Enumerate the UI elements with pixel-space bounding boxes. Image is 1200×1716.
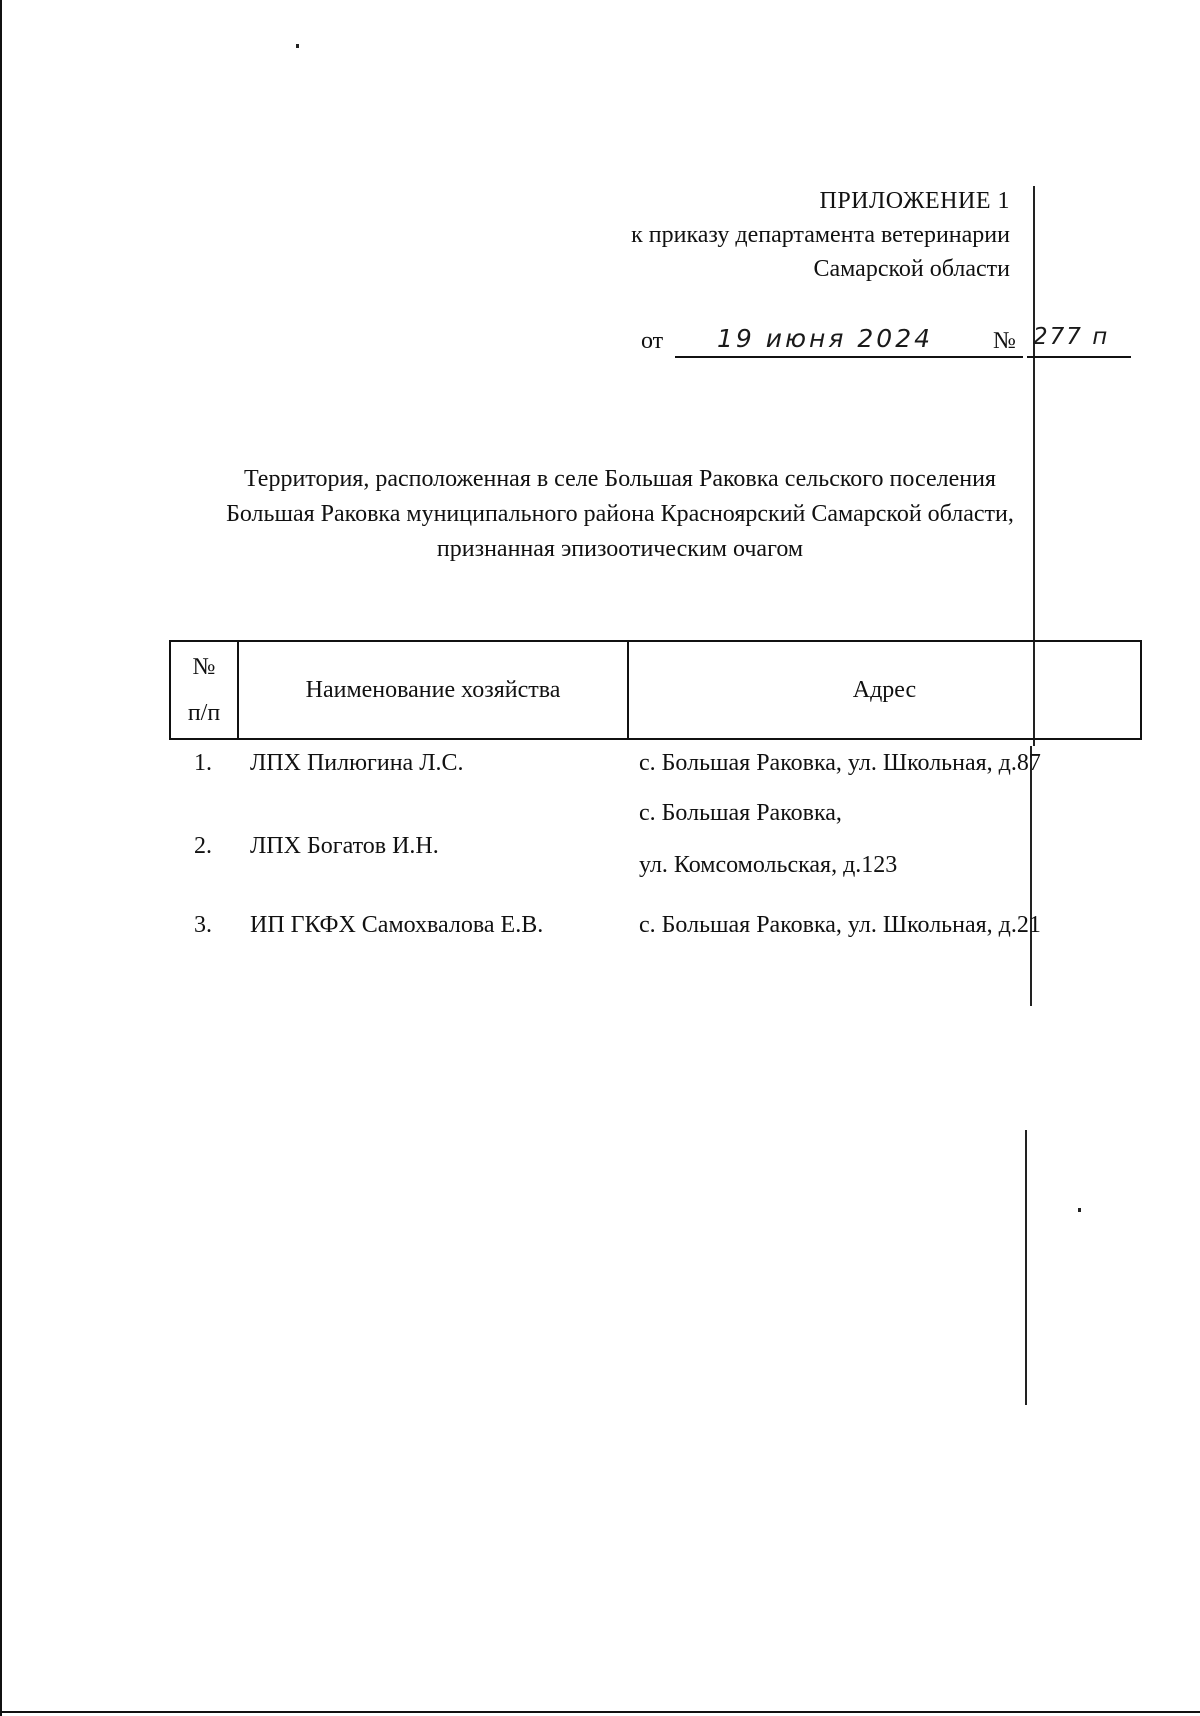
order-number-sign: № bbox=[993, 328, 1016, 354]
row-number: 2. bbox=[194, 833, 212, 859]
scan-artifact-line bbox=[1025, 1130, 1027, 1405]
appendix-block bbox=[631, 184, 1010, 286]
row-number: 1. bbox=[194, 750, 212, 776]
order-number-handwritten: 277 п bbox=[1033, 324, 1110, 350]
header-address: Адрес bbox=[852, 676, 917, 703]
scan-artifact-dot bbox=[1078, 1208, 1081, 1212]
document-title-line: признанная эпизоотическим очагом bbox=[436, 536, 804, 562]
appendix-line-region: Самарской области bbox=[813, 256, 1010, 282]
row-address: ул. Комсомольская, д.123 bbox=[639, 852, 898, 878]
appendix-title: ПРИЛОЖЕНИЕ 1 bbox=[819, 188, 1010, 214]
row-farm-name: ЛПХ Пилюгина Л.С. bbox=[250, 750, 464, 776]
header-number bbox=[171, 642, 239, 738]
order-date-handwritten: 19 июня 2024 bbox=[717, 324, 934, 353]
order-date-prefix: от bbox=[641, 328, 664, 354]
row-number: 3. bbox=[194, 912, 212, 938]
order-reference bbox=[641, 322, 1131, 362]
table-row bbox=[169, 800, 1142, 912]
document-title-line: Большая Раковка муниципального района Красноярский Самарской области, bbox=[226, 501, 1014, 527]
row-farm-name: ЛПХ Богатов И.Н. bbox=[250, 833, 439, 859]
order-number-field bbox=[1027, 322, 1131, 358]
table-row bbox=[169, 740, 1142, 800]
row-address: с. Большая Раковка, bbox=[639, 800, 842, 826]
document-title-line: Территория, расположенная в селе Большая Раковка сельского поселения bbox=[244, 466, 996, 492]
scan-edge-left bbox=[0, 0, 2, 1716]
table-header bbox=[169, 640, 1142, 740]
row-farm-name: ИП ГКФХ Самохвалова Е.В. bbox=[250, 912, 544, 938]
appendix-line-order: к приказу департамента ветеринарии bbox=[631, 222, 1010, 248]
header-farm-name: Наименование хозяйства bbox=[239, 642, 629, 738]
document-title bbox=[120, 462, 1120, 567]
scan-edge-bottom bbox=[0, 1711, 1200, 1713]
farms-table bbox=[169, 640, 1142, 972]
order-date-field bbox=[675, 322, 1023, 358]
row-address: с. Большая Раковка, ул. Школьная, д.21 bbox=[639, 912, 1041, 938]
header-number-label: п/п bbox=[187, 700, 221, 726]
table-row bbox=[169, 912, 1142, 972]
header-number-sign: № bbox=[192, 654, 216, 680]
row-address: с. Большая Раковка, ул. Школьная, д.87 bbox=[639, 750, 1041, 776]
scan-artifact-dot bbox=[296, 44, 299, 48]
